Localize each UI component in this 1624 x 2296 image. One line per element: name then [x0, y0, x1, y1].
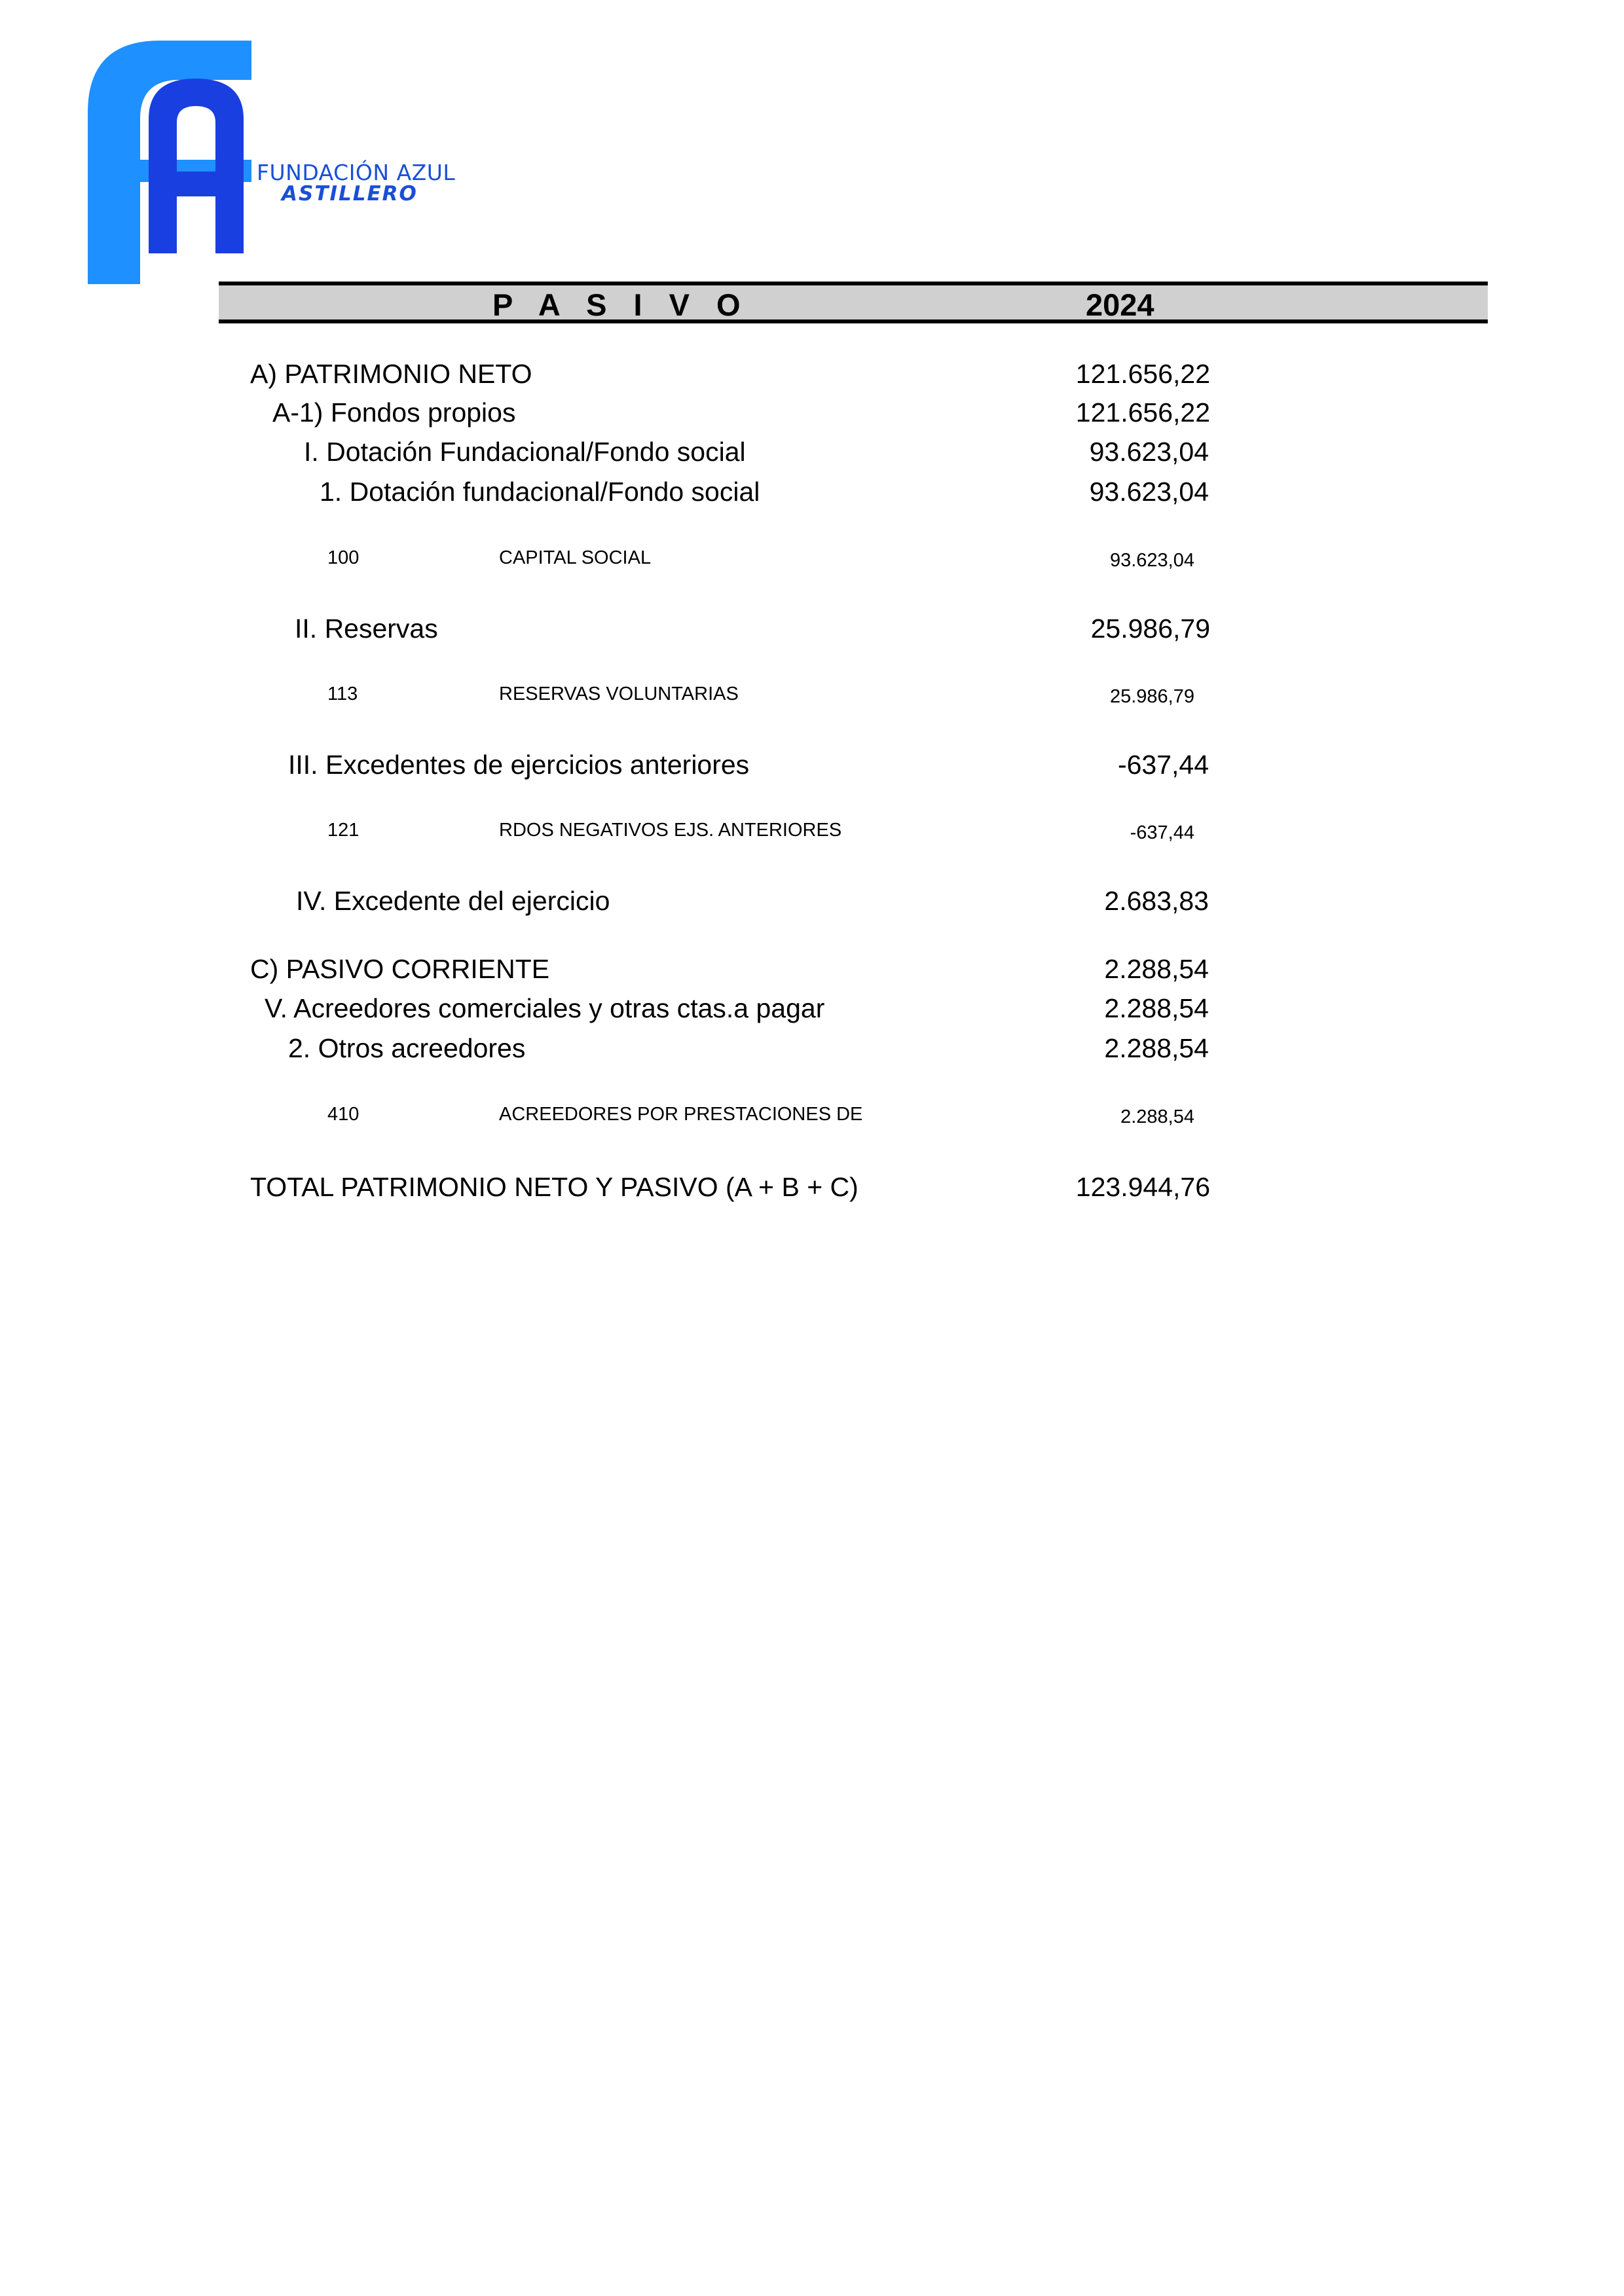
total-value: 123.944,76	[1075, 1172, 1210, 1202]
row-label: 2. Otros acreedores	[288, 1033, 526, 1063]
account-code: 121	[327, 820, 360, 841]
row-label: 1. Dotación fundacional/Fondo social	[320, 477, 760, 507]
account-name: RESERVAS VOLUNTARIAS	[499, 683, 739, 704]
row-value: 121.656,22	[1075, 397, 1210, 428]
row-label: II. Reservas	[295, 613, 438, 644]
row-value: 2.288,54	[1104, 993, 1209, 1023]
row-value: -637,44	[1117, 750, 1209, 780]
account-code: 410	[327, 1104, 360, 1125]
row-value: 2.683,83	[1104, 886, 1209, 916]
row-value: 121.656,22	[1075, 359, 1210, 389]
row-label: C) PASIVO CORRIENTE	[250, 954, 550, 984]
row-value: 93.623,04	[1089, 437, 1209, 467]
year-column-header: 2024	[1086, 287, 1154, 322]
row-value: 2.288,54	[1104, 954, 1209, 984]
row-label: V. Acreedores comerciales y otras ctas.a pagar	[265, 993, 825, 1023]
section-title: P A S I V O	[492, 287, 750, 322]
account-name: RDOS NEGATIVOS EJS. ANTERIORES	[499, 820, 842, 841]
account-value: 2.288,54	[1120, 1106, 1194, 1127]
row-label: I. Dotación Fundacional/Fondo social	[304, 437, 746, 467]
total-label: TOTAL PATRIMONIO NETO Y PASIVO (A + B + C)	[250, 1172, 858, 1202]
table-header-band	[219, 282, 1488, 323]
account-name: CAPITAL SOCIAL	[499, 547, 652, 568]
row-label: A-1) Fondos propios	[272, 397, 516, 428]
row-label: A) PATRIMONIO NETO	[250, 359, 532, 389]
row-value: 93.623,04	[1089, 477, 1209, 507]
row-value: 2.288,54	[1104, 1033, 1209, 1063]
account-value: 93.623,04	[1109, 550, 1194, 571]
logo-name-line1: FUNDACIÓN AZUL	[257, 160, 456, 185]
row-label: III. Excedentes de ejercicios anteriores	[288, 750, 750, 780]
row-value: 25.986,79	[1090, 613, 1210, 644]
account-name: ACREEDORES POR PRESTACIONES DE	[499, 1104, 863, 1125]
account-value: -637,44	[1130, 822, 1194, 843]
row-label: IV. Excedente del ejercicio	[296, 886, 610, 916]
account-code: 113	[327, 683, 358, 704]
account-code: 100	[327, 547, 360, 568]
account-value: 25.986,79	[1109, 686, 1194, 707]
logo-name-line2: ASTILLERO	[282, 182, 418, 206]
